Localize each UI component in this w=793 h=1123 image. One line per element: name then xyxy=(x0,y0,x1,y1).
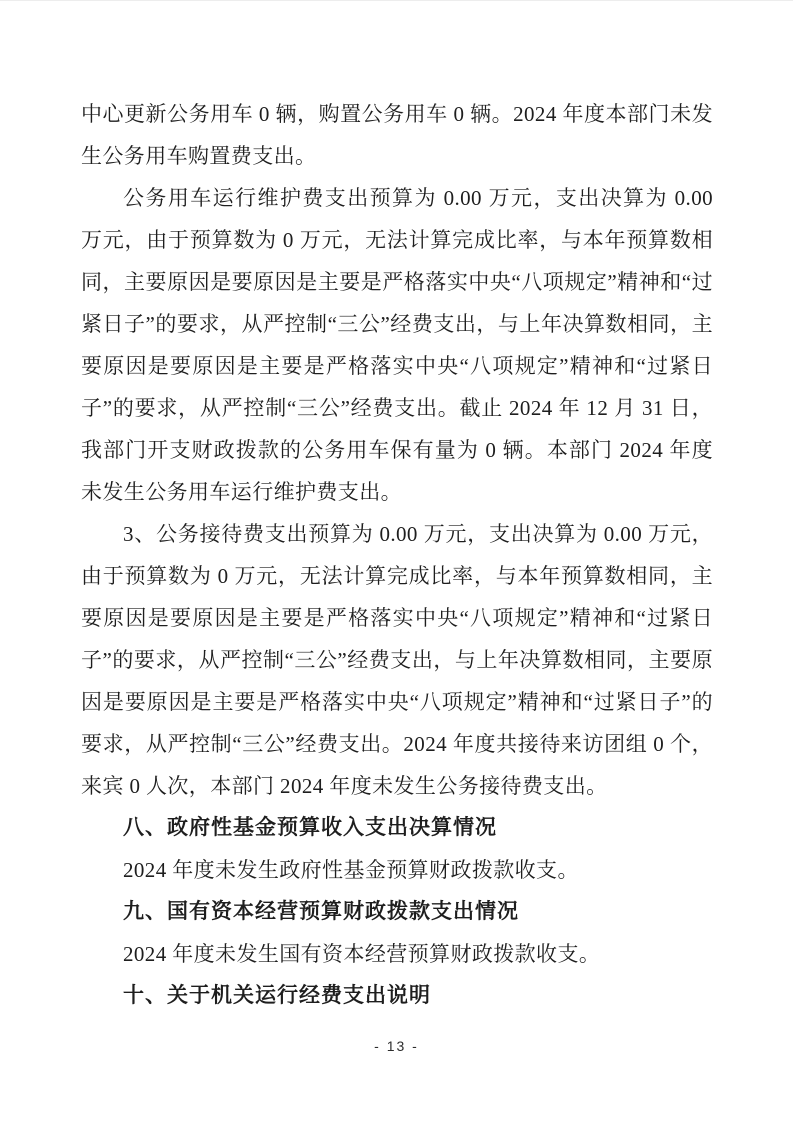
page-body xyxy=(81,93,713,1017)
page-number: - 13 - xyxy=(374,1038,419,1054)
heading-section-8-government-fund-budget: 八、政府性基金预算收入支出决算情况 xyxy=(123,816,497,839)
heading-section-9-state-capital-budget: 九、国有资本经营预算财政拨款支出情况 xyxy=(123,900,519,923)
paragraph-official-reception: 3、公务接待费支出预算为 0.00 万元，支出决算为 0.00 万元，由于预算数为 0 万元，无法计算完成比率，与本年预算数相同，主要原因是要原因是主要是严格落实中央“八项规定”精神和“过紧日子”的要求，从严控制“三公”经费支出，与上年决算数相同，主要原因是要原因是主要是严格落实中央“八项规定”精神和“过紧日子”的要求，从严控制“三公”经费支出。2024 年度共接待来访团组 0 个，来宾 0 人次，本部门 2024 年度未发生公务接待费支出。 xyxy=(81,522,713,798)
paragraph-section-9-note: 2024 年度未发生国有资本经营预算财政拨款收支。 xyxy=(123,942,601,966)
paragraph-vehicle-maintenance: 公务用车运行维护费支出预算为 0.00 万元，支出决算为 0.00 万元，由于预算数为 0 万元，无法计算完成比率，与本年预算数相同，主要原因是要原因是主要是严格落实中央“八项规定”精神和“过紧日子”的要求，从严控制“三公”经费支出，与上年决算数相同，主要原因是要原因是主要是严格落实中央“八项规定”精神和“过紧日子”的要求，从严控制“三公”经费支出。截止 2024 年 12 月 31 日，我部门开支财政拨款的公务用车保有量为 0 辆。本部门 2024 年度未发生公务用车运行维护费支出。 xyxy=(81,186,713,504)
paragraph-section-8-note: 2024 年度未发生政府性基金预算财政拨款收支。 xyxy=(123,858,579,882)
heading-section-10-agency-operating-expenses: 十、关于机关运行经费支出说明 xyxy=(123,984,431,1007)
paragraph-vehicle-purchase-tail: 中心更新公务用车 0 辆，购置公务用车 0 辆。2024 年度本部门未发生公务用车购置费支出。 xyxy=(81,102,713,168)
